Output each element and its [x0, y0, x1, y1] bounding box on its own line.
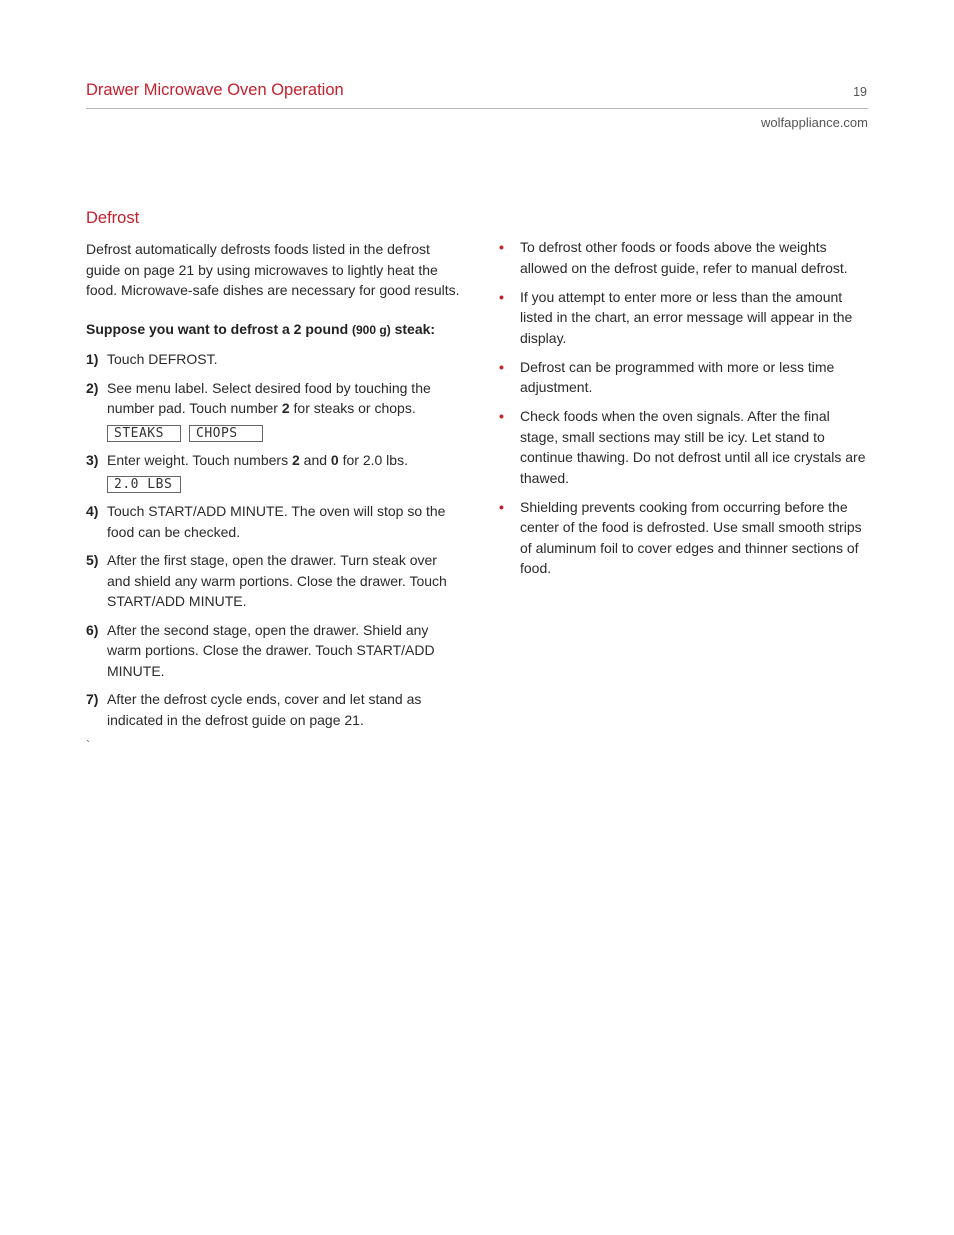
right-column: [499, 237, 871, 587]
step-number: 2): [86, 379, 99, 396]
tip-item: [499, 497, 871, 579]
bullet-dot-icon: •: [499, 408, 504, 424]
bullet-dot-icon: •: [499, 288, 504, 305]
step-text-mid: and: [303, 451, 328, 468]
display-readouts: [107, 476, 464, 493]
step-key-number: 2: [291, 451, 300, 468]
section-title: Defrost: [86, 209, 140, 227]
tip-text: Check foods when the oven signals. After the final stage, small sections may still be icy. Let stand to continue thawing. Do not defrost until all ice crystals are thawed.: [520, 408, 866, 486]
lcd-display-chops: CHOPS: [189, 425, 263, 442]
step-item: [86, 620, 464, 682]
step-key-number: 2: [281, 400, 290, 416]
website-url: wolfappliance.com: [761, 115, 868, 130]
example-lead: [86, 319, 464, 341]
bullet-dot-icon: •: [499, 358, 504, 375]
tip-text: Defrost can be programmed with more or less time adjustment.: [520, 358, 835, 395]
lcd-display-steaks: STEAKS: [107, 425, 181, 442]
step-text: Touch DEFROST.: [107, 351, 218, 367]
step-item: [86, 378, 464, 442]
step-number: 4): [86, 503, 99, 519]
left-column: [86, 207, 464, 752]
tip-item: [499, 237, 871, 278]
tip-text: If you attempt to enter more or less than the amount listed in the chart, an error message will appear in the display.: [520, 288, 853, 346]
tips-list: [499, 237, 871, 579]
step-number: 7): [86, 691, 99, 707]
step-number: 6): [86, 621, 99, 638]
step-text: See menu label. Select desired food by touching the number pad. Touch number: [107, 379, 431, 416]
step-text: Enter weight. Touch numbers: [107, 451, 289, 468]
bullet-dot-icon: •: [499, 239, 504, 255]
header-divider: [86, 108, 868, 109]
page-number: 19: [853, 85, 867, 99]
step-number: 3): [86, 451, 99, 468]
step-number: 5): [86, 552, 99, 568]
display-readouts: [107, 425, 464, 442]
step-text: Touch START/ADD MINUTE. The oven will stop so the food can be checked.: [107, 503, 446, 540]
step-item: [86, 450, 464, 494]
example-lead-end: steak:: [394, 320, 436, 337]
step-text: After the second stage, open the drawer. Shield any warm portions. Close the drawer. Touch START/ADD MINUTE.: [107, 621, 435, 679]
step-item: [86, 501, 464, 542]
tip-text: To defrost other foods or foods above the weights allowed on the defrost guide, refer to manual defrost.: [520, 239, 848, 276]
step-text-end: for 2.0 lbs.: [342, 451, 408, 468]
tip-item: [499, 357, 871, 398]
tip-item: [499, 287, 871, 349]
stray-mark: `: [86, 738, 90, 752]
step-key-number: 0: [330, 451, 339, 468]
lcd-display-weight: 2.0 LBS: [107, 476, 181, 493]
example-lead-metric: (900 g): [352, 322, 391, 337]
step-text: After the first stage, open the drawer. Turn steak over and shield any warm portions. Close the drawer. Touch START/ADD MINUTE.: [107, 552, 447, 609]
page-header-title: Drawer Microwave Oven Operation: [86, 81, 344, 99]
example-lead-text: Suppose you want to defrost a 2 pound: [86, 320, 349, 337]
tip-text: Shielding prevents cooking from occurring before the center of the food is defrosted. Use small smooth strips of aluminum foil to cover edges and thinner sections of food.: [520, 498, 862, 576]
steps-list: [86, 349, 464, 730]
step-number: 1): [86, 351, 99, 367]
tip-item: [499, 406, 871, 488]
step-text: After the defrost cycle ends, cover and let stand as indicated in the defrost guide on page 21.: [107, 691, 422, 728]
bullet-dot-icon: •: [499, 498, 504, 515]
step-text-end: for steaks or chops.: [293, 400, 416, 416]
step-item: [86, 550, 464, 612]
step-item: [86, 349, 464, 370]
step-item: [86, 689, 464, 730]
intro-paragraph: Defrost automatically defrosts foods listed in the defrost guide on page 21 by using microwaves to lightly heat the food. Microwave-safe dishes are necessary for good results.: [86, 241, 460, 298]
